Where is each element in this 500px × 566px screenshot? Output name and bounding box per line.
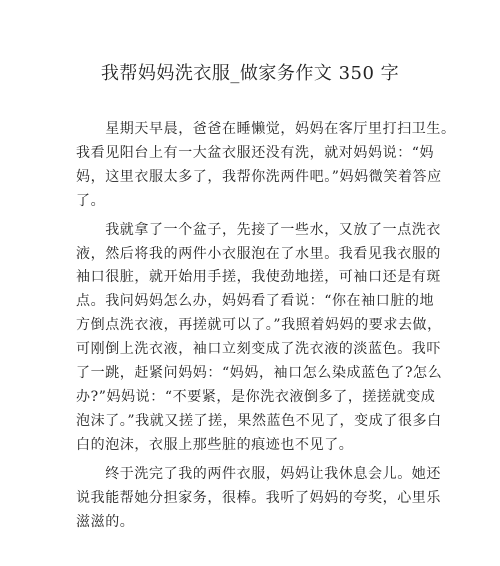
text-line: 袖口很脏，就开始用手搓，我使劲地搓，可袖口还是有斑 — [76, 269, 441, 286]
text-line: 液，然后将我的两件小衣服泡在了水里。我看见我衣服的 — [76, 245, 441, 262]
text-line: 办?”妈妈说：“不要紧，是你洗衣液倒多了，搓搓就变成 — [76, 388, 436, 405]
essay-title: 我帮妈妈洗衣服_做家务作文 350 字 — [100, 63, 400, 84]
text-line: 方倒点洗衣液，再搓就可以了。”我照着妈妈的要求去做， — [76, 317, 442, 334]
paragraph-1 — [76, 118, 456, 214]
text-line: 白的泡沫，衣服上那些脏的痕迹也不见了。 — [76, 436, 354, 453]
text-line: 说我能帮她分担家务，很棒。我听了妈妈的夸奖，心里乐 — [76, 489, 441, 506]
text-line: 我看见阳台上有一大盆衣服还没有洗，就对妈妈说：“妈 — [76, 144, 435, 161]
text-line: 了一跳，赶紧问妈妈：“妈妈，袖口怎么染成蓝色了?怎么 — [76, 365, 443, 382]
text-line: 可刚倒上洗衣液，袖口立刻变成了洗衣液的淡蓝色。我吓 — [76, 341, 441, 358]
text-line: 了。 — [76, 192, 106, 209]
text-line: 妈，这里衣服太多了，我帮你洗两件吧。”妈妈微笑着答应 — [76, 168, 442, 185]
text-line: 终于洗完了我的两件衣服，妈妈让我休息会儿。她还 — [76, 465, 441, 482]
paragraph-3 — [76, 463, 441, 535]
text-line: 泡沫了。”我就又搓了搓，果然蓝色不见了，变成了很多白 — [76, 412, 442, 429]
essay-body — [76, 118, 456, 534]
text-line: 星期天早晨，爸爸在睡懒觉，妈妈在客厅里打扫卫生。 — [76, 121, 456, 137]
paragraph-2 — [76, 219, 443, 458]
text-line: 我就拿了一个盆子，先接了一些水，又放了一点洗衣 — [76, 221, 441, 238]
text-line: 点。我问妈妈怎么办，妈妈看了看说：“你在袖口脏的地 — [76, 293, 435, 310]
text-line: 滋滋的。 — [76, 513, 135, 530]
